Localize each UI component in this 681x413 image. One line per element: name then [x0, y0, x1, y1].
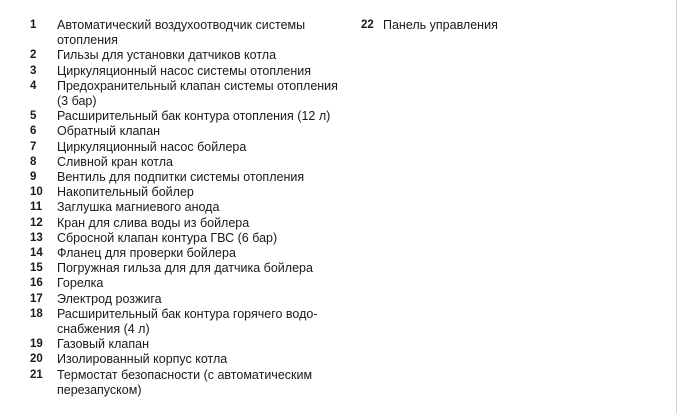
legend-item-number: 1	[30, 19, 37, 31]
legend-item-text: Кран для слива воды из бойлера	[57, 215, 250, 230]
legend-item	[30, 231, 350, 246]
legend-item-text: Изолированный корпус котла	[57, 352, 228, 367]
legend-item-number: 2	[30, 49, 37, 62]
legend-item-text: Вентиль для подпитки системы отопления	[57, 170, 305, 185]
legend-item	[361, 18, 661, 33]
legend-item-number: 6	[30, 125, 37, 138]
legend-item-number: 21	[30, 368, 43, 381]
legend-item	[30, 18, 350, 48]
legend-item-number: 8	[30, 155, 37, 168]
legend-item	[30, 368, 350, 398]
legend-item-text: Электрод розжига	[57, 291, 162, 306]
legend-item-number: 11	[30, 201, 43, 214]
legend-item	[30, 124, 350, 139]
legend-item-text: Расширительный бак контура отопления (12 л)	[57, 109, 331, 124]
legend-item-number: 14	[30, 247, 43, 260]
legend-item-number: 3	[30, 64, 37, 77]
legend-item-text: Гильзы для установки датчиков котла	[57, 48, 277, 63]
legend-left-column	[30, 18, 350, 398]
legend-item-text: Панель управления	[383, 18, 498, 32]
legend-item-number: 10	[30, 186, 43, 199]
legend-item-number: 18	[30, 307, 43, 320]
legend-item	[30, 261, 350, 276]
legend-item	[30, 276, 350, 291]
legend-item	[30, 185, 350, 200]
legend-item-number: 7	[30, 140, 37, 153]
legend-item-number: 9	[30, 171, 37, 184]
legend-item-text: Газовый клапан	[57, 337, 149, 352]
legend-item	[30, 337, 350, 352]
page-edge-divider	[676, 0, 677, 413]
legend-item	[30, 246, 350, 261]
legend-item-number: 5	[30, 110, 37, 123]
legend-item-text: Термостат безопасности (с автоматическим перезапуском)	[57, 367, 313, 397]
legend-item-number: 13	[30, 231, 43, 244]
legend-item-number: 17	[30, 292, 43, 305]
legend-item	[30, 64, 350, 79]
legend-item-number: 19	[30, 338, 43, 351]
legend-item-number: 15	[30, 262, 43, 275]
legend-item-text: Автоматический воздухоотводчик системы отопления	[57, 18, 306, 48]
legend-item-number: 22	[361, 19, 374, 31]
legend-right-column	[361, 18, 661, 33]
legend-item-text: Накопительный бойлер	[57, 185, 194, 200]
legend-item-number: 4	[30, 79, 37, 92]
legend-item	[30, 307, 350, 337]
legend-item	[30, 292, 350, 307]
legend-item	[30, 48, 350, 63]
legend-item	[30, 79, 350, 109]
legend-item	[30, 109, 350, 124]
legend-item-text: Сливной кран котла	[57, 154, 173, 169]
legend-item-text: Расширительный бак контура горячего водо- снабжения (4 л)	[57, 306, 318, 337]
legend-item-number: 16	[30, 277, 43, 290]
legend-item	[30, 155, 350, 170]
legend-item	[30, 170, 350, 185]
legend-item-text: Обратный клапан	[57, 124, 161, 139]
legend-item-text: Горелка	[57, 276, 104, 291]
legend-item-text: Фланец для проверки бойлера	[57, 246, 236, 261]
legend-item-text: Циркуляционный насос бойлера	[57, 139, 247, 154]
legend-item-number: 12	[30, 216, 43, 229]
legend-item	[30, 352, 350, 367]
legend-item-text: Циркуляционный насос системы отопления	[57, 63, 312, 78]
legend-item	[30, 200, 350, 215]
legend-item-text: Погружная гильза для для датчика бойлера	[57, 261, 313, 276]
legend-item	[30, 216, 350, 231]
legend-item-number: 20	[30, 353, 43, 366]
legend-item-text: Заглушка магниевого анода	[57, 200, 220, 215]
legend-item-text: Сбросной клапан контура ГВС (6 бар)	[57, 230, 278, 245]
legend-item-text: Предохранительный клапан системы отопления (3 бар)	[57, 78, 338, 109]
legend-item	[30, 140, 350, 155]
